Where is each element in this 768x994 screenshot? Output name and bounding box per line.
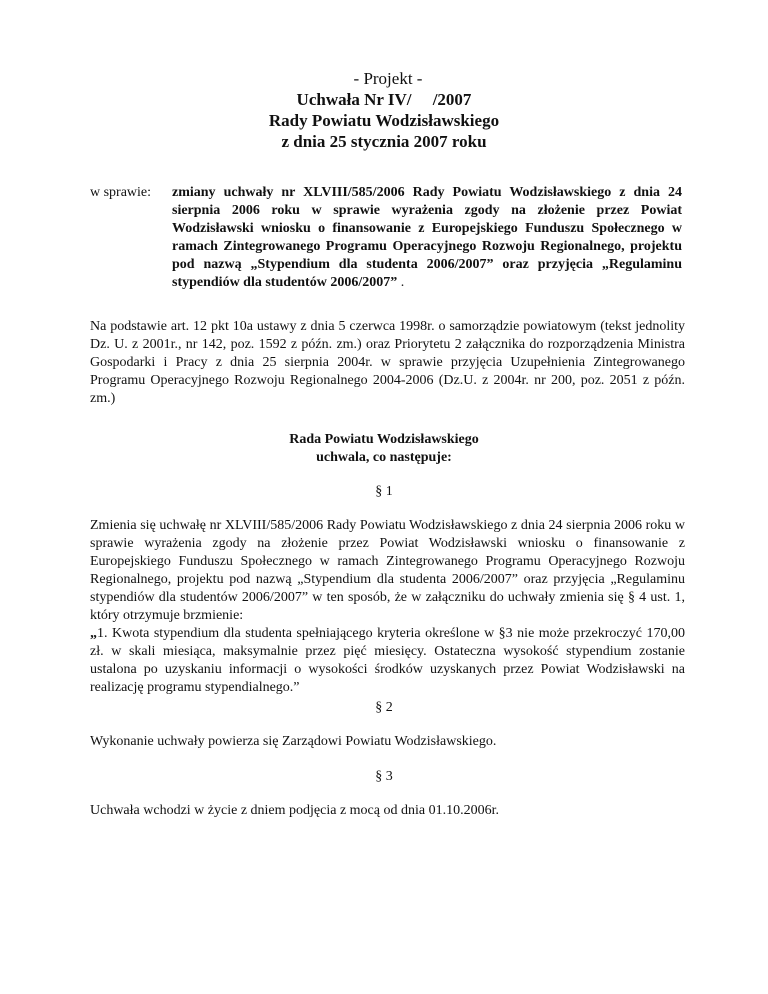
- subject-trailing: .: [397, 275, 405, 290]
- council-resolves: [0, 431, 768, 467]
- resolution-number: Uchwała Nr IV/ /2007: [296, 90, 472, 109]
- legal-basis: Na podstawie art. 12 pkt 10a ustawy z dnia 5 czerwca 1998r. o samorządzie powiatowym (tekst jednolity Dz. U. z 2001r., nr 142, poz. 1592 z późn. zm.) oraz Priorytetu 2 załącznika do rozporządzenia Ministra Gospodarki i Pracy z dnia 25 sierpnia 2004r. w sprawie przyjęcia Uzupełnienia Zintegrowanego Programu Operacyjnego Rozwoju Regionalnego 2004-2006 (Dz.U. z 2004r. nr 200, poz. 2051 z późn. zm.): [90, 319, 685, 406]
- section-2-text: Wykonanie uchwały powierza się Zarządowi Powiatu Wodzisławskiego.: [90, 734, 497, 749]
- projekt-label: - Projekt -: [353, 69, 423, 88]
- council-resolves-line2: uchwala, co następuje:: [316, 450, 452, 465]
- council-resolves-line1: Rada Powiatu Wodzisławskiego: [289, 432, 479, 447]
- subject-text-wrap: [172, 184, 682, 292]
- section-3-text: Uchwała wchodzi w życie z dniem podjęcia z mocą od dnia 01.10.2006r.: [90, 803, 499, 818]
- section-2-mark: § 2: [375, 700, 393, 715]
- section-1-quote: 1. Kwota stypendium dla studenta spełniającego kryteria określone w §3 nie może przekroczyć 170,00 zł. w skali miesiąca, maksymalnie przez pięć miesięcy. Ostateczna wysokość stypendium zostanie ustalona po uzyskaniu informacji o wysokości środków uzyskanych przez Powiat Wodzisławski na realizację programu stypendialnego.”: [90, 626, 685, 695]
- council-name: Rady Powiatu Wodzisławskiego: [268, 111, 500, 130]
- section-3-mark: § 3: [375, 769, 393, 784]
- section-1-body: Zmienia się uchwałę nr XLVIII/585/2006 Rady Powiatu Wodzisławskiego z dnia 24 sierpnia 2006 roku w sprawie wyrażenia zgody na złożenie przez Powiat Wodzisławski wniosku o finansowanie z Europejskiego Funduszu Społecznego w ramach Zintegrowanego Programu Operacyjnego Rozwoju Regionalnego, projektu pod nazwą „Stypendium dla studenta 2006/2007” oraz przyjęcia „Regulaminu stypendiów dla studentów 2006/2007” w ten sposób, że w załączniku do uchwały zmienia się § 4 ust. 1, który otrzymuje brzmienie:: [90, 518, 685, 623]
- quote-open-mark: „: [90, 626, 97, 641]
- document-header: [0, 68, 768, 152]
- section-1-mark: § 1: [375, 484, 393, 499]
- subject-label: w sprawie:: [90, 185, 152, 200]
- resolution-date: z dnia 25 stycznia 2007 roku: [281, 132, 487, 151]
- subject-text: zmiany uchwały nr XLVIII/585/2006 Rady Powiatu Wodzisławskiego z dnia 24 sierpnia 2006 roku w sprawie wyrażenia zgody na złożenie przez Powiat Wodzisławski wniosku o finansowanie z Europejskiego Funduszu Społecznego w ramach Zintegrowanego Programu Operacyjnego Rozwoju Regionalnego, projektu pod nazwą „Stypendium dla studenta 2006/2007” oraz przyjęcia „Regulaminu stypendiów dla studentów 2006/2007”: [172, 185, 682, 290]
- section-1-text: [90, 517, 685, 697]
